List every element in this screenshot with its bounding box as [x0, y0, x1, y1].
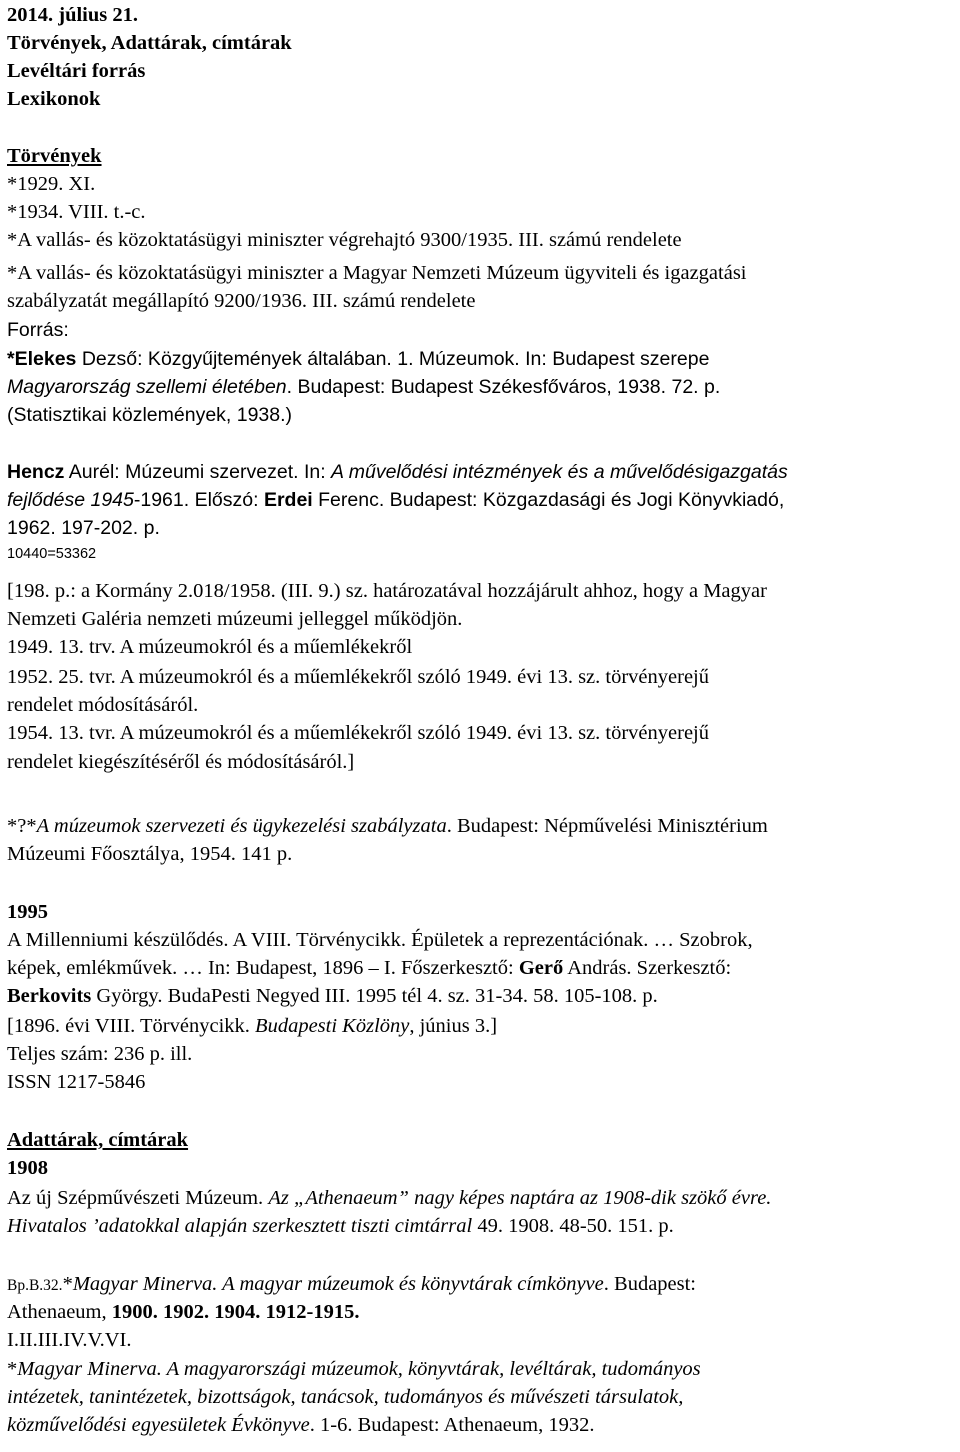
entry-line: Berkovits György. BudaPesti Negyed III. 1995 tél 4. sz. 31-34. 58. 105-108. p. [7, 985, 658, 1007]
editor-name: Gerő [518, 957, 564, 979]
author-name: Hencz [7, 461, 65, 483]
source-label: Forrás: [7, 319, 69, 341]
citation-elekes-line2: Magyarország szellemi életében. Budapest: Budapest Székesfőváros, 1938. 72. p. [7, 376, 721, 398]
editor-name: Berkovits [7, 985, 92, 1007]
entry-line: Teljes szám: 236 p. ill. [7, 1043, 193, 1065]
year-heading-1908: 1908 [7, 1157, 48, 1179]
citation-szabalyzat: *?*A múzeumok szervezeti és ügykezelési szabályzata. Budapest: Népművelési Minisztérium [7, 815, 768, 837]
law-line: *1934. VIII. t.-c. [7, 201, 146, 223]
book-title: Magyarország szellemi életében [7, 376, 287, 398]
edition-years: 1900. 1902. 1904. 1912-1915. [111, 1301, 360, 1323]
author-name: *Elekes [7, 348, 77, 370]
laws-heading: Törvények [7, 145, 102, 167]
note-line: [198. p.: a Kormány 2.018/1958. (III. 9.) sz. határozatával hozzájárult ahhoz, hogy a Magyar [7, 580, 767, 602]
law-line: *A vallás- és közoktatásügyi miniszter a Magyar Nemzeti Múzeum ügyviteli és igazgatási [7, 262, 747, 284]
entry-line: Az új Szépművészeti Múzeum. Az „Athenaeum” nagy képes naptára az 1908-dik szökő évre. [7, 1187, 772, 1209]
citation-hencz: Hencz Aurél: Múzeumi szervezet. In: A művelődési intézmények és a művelődésigazgatás [7, 461, 788, 483]
entry-line: A Millenniumi készülődés. A VIII. Törvénycikk. Épületek a reprezentációnak. … Szobrok, [7, 929, 753, 951]
entry-line: [1896. évi VIII. Törvénycikk. Budapesti Közlöny, június 3.] [7, 1015, 498, 1037]
law-line: szabályzatát megállapító 9200/1936. III. számú rendelete [7, 290, 476, 312]
law-line: *1929. XI. [7, 173, 96, 195]
toc-item-lexicons: Lexikonok [7, 88, 101, 110]
note-line: 1952. 25. tvr. A múzeumokról és a műemlékekről szóló 1949. évi 13. sz. törvényerejű [7, 666, 709, 688]
volume-list: I.II.III.IV.V.VI. [7, 1329, 132, 1351]
shelf-code: Bp.B.32. [7, 1277, 63, 1294]
journal-title: Budapesti Közlöny [255, 1015, 410, 1037]
catalog-code: 10440=53362 [7, 546, 97, 562]
year-heading-1995: 1995 [7, 901, 48, 923]
directories-heading: Adattárak, címtárak [7, 1129, 189, 1151]
preface-author: Erdei [263, 489, 313, 511]
document-date: 2014. július 21. [7, 4, 138, 26]
book-title: Az „Athenaeum” nagy képes naptára az 1908-dik szökő évre. [268, 1187, 772, 1209]
note-line: rendelet módosításáról. [7, 694, 199, 716]
entry-line: intézetek, tanintézetek, bizottságok, tanácsok, tudományos és művészeti társulatok, [7, 1386, 684, 1408]
toc-item-laws: Törvények, Adattárak, címtárak [7, 32, 292, 54]
entry-line: ISSN 1217-5846 [7, 1071, 146, 1093]
toc-item-archive: Levéltári forrás [7, 60, 146, 82]
book-title: Magyar Minerva. A magyarországi múzeumok, könyvtárak, levéltárak, tudományos [17, 1358, 701, 1380]
entry-line: Athenaeum, 1900. 1902. 1904. 1912-1915. [7, 1301, 360, 1323]
note-line: Nemzeti Galéria nemzeti múzeumi jelleggel működjön. [7, 608, 463, 630]
entry-line: képek, emlékművek. … In: Budapest, 1896 – I. Főszerkesztő: Gerő András. Szerkesztő: [7, 957, 732, 979]
book-title: A múzeumok szervezeti és ügykezelési szabályzata [36, 815, 447, 837]
book-title: Magyar Minerva. A magyar múzeumok és könyvtárak címkönyve [72, 1273, 604, 1295]
citation-elekes: *Elekes Dezső: Közgyűjtemények általában. 1. Múzeumok. In: Budapest szerepe [7, 348, 710, 370]
citation-minerva-2: *Magyar Minerva. A magyarországi múzeumok, könyvtárak, levéltárak, tudományos [7, 1358, 701, 1380]
citation-hencz-line2: fejlődése 1945-1961. Előszó: Erdei Ferenc. Budapest: Közgazdasági és Jogi Könyvkiadó, [7, 489, 785, 511]
note-line: 1949. 13. trv. A múzeumokról és a műemlékekről [7, 636, 413, 658]
citation-minerva-1: Bp.B.32.*Magyar Minerva. A magyar múzeumok és könyvtárak címkönyve. Budapest: [7, 1273, 697, 1295]
citation-pages: 1962. 197-202. p. [7, 517, 160, 539]
book-title: A művelődési intézmények és a művelődésigazgatás [331, 461, 788, 483]
series-note: (Statisztikai közlemények, 1938.) [7, 404, 293, 426]
entry-line: közművelődési egyesületek Évkönyve. 1-6. Budapest: Athenaeum, 1932. [7, 1414, 595, 1436]
entry-line: Hivatalos ’adatokkal alapján szerkesztett tiszti cimtárral 49. 1908. 48-50. 151. p. [7, 1215, 674, 1237]
citation-szabalyzat-line2: Múzeumi Főosztálya, 1954. 141 p. [7, 843, 293, 865]
note-line: 1954. 13. tvr. A múzeumokról és a műemlékekről szóló 1949. évi 13. sz. törvényerejű [7, 722, 709, 744]
law-line: *A vallás- és közoktatásügyi miniszter végrehajtó 9300/1935. III. számú rendelete [7, 229, 682, 251]
note-line: rendelet kiegészítéséről és módosításáról.] [7, 751, 355, 773]
